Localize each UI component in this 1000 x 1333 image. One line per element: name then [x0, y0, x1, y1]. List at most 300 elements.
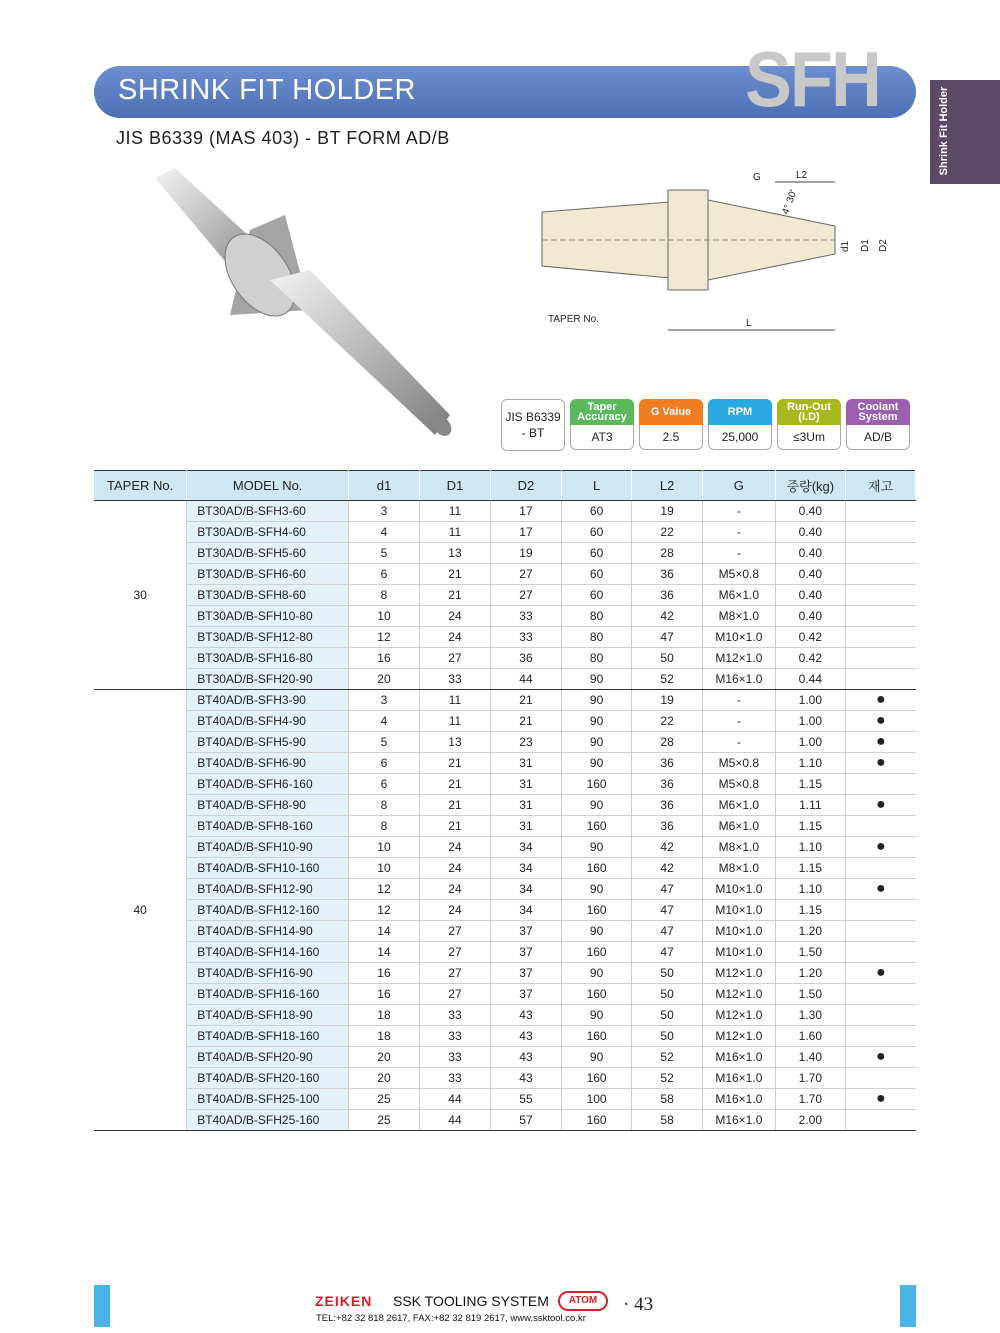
table-cell: 4: [349, 711, 420, 732]
table-cell: 0.44: [775, 669, 845, 690]
table-cell: 0.40: [775, 606, 845, 627]
table-cell: 36: [632, 795, 703, 816]
table-cell: 31: [490, 753, 561, 774]
table-cell: 33: [419, 1026, 490, 1047]
table-cell: 60: [562, 585, 632, 606]
side-tab[interactable]: [930, 80, 1000, 184]
spec-standard: JIS B6339 - BT: [501, 399, 565, 451]
table-cell: 160: [562, 1068, 632, 1089]
model-cell: BT30AD/B-SFH5-60: [187, 543, 349, 564]
table-cell: 1.15: [775, 774, 845, 795]
table-cell: 90: [562, 669, 632, 690]
table-cell: 0.40: [775, 585, 845, 606]
table-cell: 160: [562, 1110, 632, 1131]
table-cell: M12×1.0: [703, 1005, 776, 1026]
table-cell: 21: [419, 753, 490, 774]
table-cell: 11: [419, 501, 490, 522]
table-cell: 90: [562, 1005, 632, 1026]
table-row: [94, 1026, 916, 1047]
stock-cell: [846, 900, 916, 921]
table-cell: 28: [632, 732, 703, 753]
stock-cell: [846, 1110, 916, 1131]
table-cell: M10×1.0: [703, 921, 776, 942]
table-cell: 160: [562, 858, 632, 879]
table-cell: M16×1.0: [703, 1068, 776, 1089]
table-cell: 27: [419, 963, 490, 984]
column-header: L: [562, 471, 632, 501]
taper-cell: 40: [94, 690, 187, 1131]
subtitle: JIS B6339 (MAS 403) - BT FORM AD/B: [116, 128, 450, 148]
page-number: · 43: [623, 1294, 654, 1315]
table-cell: 33: [419, 1068, 490, 1089]
side-tab-label: Shrink Fit Holder: [938, 86, 950, 176]
table-row: [94, 501, 916, 522]
table-cell: 17: [490, 522, 561, 543]
table-cell: M8×1.0: [703, 858, 776, 879]
model-cell: BT40AD/B-SFH16-90: [187, 963, 349, 984]
table-cell: 1.15: [775, 858, 845, 879]
table-cell: 21: [419, 564, 490, 585]
table-cell: 52: [632, 1047, 703, 1068]
table-cell: 3: [349, 501, 420, 522]
table-cell: M6×1.0: [703, 816, 776, 837]
stock-cell: [846, 942, 916, 963]
table-cell: 21: [419, 816, 490, 837]
table-cell: 21: [419, 585, 490, 606]
table-cell: 10: [349, 606, 420, 627]
table-row: [94, 963, 916, 984]
column-header: d1: [349, 471, 420, 501]
table-cell: 37: [490, 963, 561, 984]
table-cell: 90: [562, 711, 632, 732]
spec-value: ≤3Um: [777, 425, 841, 450]
spec-label: G Value: [639, 399, 703, 425]
table-cell: 90: [562, 732, 632, 753]
table-cell: 11: [419, 711, 490, 732]
table-cell: 11: [419, 522, 490, 543]
table-row: [94, 774, 916, 795]
table-cell: 24: [419, 858, 490, 879]
table-cell: 80: [562, 627, 632, 648]
table-cell: 10: [349, 837, 420, 858]
drawing-label-taper: TAPER No.: [548, 314, 599, 325]
table-cell: 160: [562, 774, 632, 795]
table-cell: 55: [490, 1089, 561, 1110]
table-cell: 58: [632, 1089, 703, 1110]
table-row: [94, 837, 916, 858]
table-cell: M6×1.0: [703, 795, 776, 816]
table-cell: M16×1.0: [703, 669, 776, 690]
table-row: [94, 669, 916, 690]
table-cell: M10×1.0: [703, 900, 776, 921]
table-cell: 90: [562, 921, 632, 942]
table-cell: 160: [562, 942, 632, 963]
table-cell: 50: [632, 648, 703, 669]
table-row: [94, 1005, 916, 1026]
table-cell: 60: [562, 564, 632, 585]
table-cell: 24: [419, 900, 490, 921]
table-cell: 21: [490, 711, 561, 732]
table-cell: 90: [562, 690, 632, 711]
table-cell: 36: [632, 774, 703, 795]
table-cell: 20: [349, 1068, 420, 1089]
table-cell: 1.60: [775, 1026, 845, 1047]
table-cell: 12: [349, 900, 420, 921]
stock-cell: [846, 648, 916, 669]
table-cell: M16×1.0: [703, 1089, 776, 1110]
table-cell: 1.50: [775, 942, 845, 963]
table-cell: 21: [490, 690, 561, 711]
model-cell: BT40AD/B-SFH20-160: [187, 1068, 349, 1089]
table-cell: 17: [490, 501, 561, 522]
table-cell: 160: [562, 816, 632, 837]
table-cell: 90: [562, 1047, 632, 1068]
table-cell: 18: [349, 1026, 420, 1047]
table-cell: -: [703, 543, 776, 564]
table-cell: 1.70: [775, 1089, 845, 1110]
model-cell: BT30AD/B-SFH20-90: [187, 669, 349, 690]
table-cell: M5×0.8: [703, 753, 776, 774]
table-row: [94, 1047, 916, 1068]
table-cell: 50: [632, 1005, 703, 1026]
model-cell: BT40AD/B-SFH10-90: [187, 837, 349, 858]
table-cell: 20: [349, 669, 420, 690]
stock-cell: ●: [846, 753, 916, 774]
table-cell: 22: [632, 522, 703, 543]
table-cell: M8×1.0: [703, 837, 776, 858]
table-cell: 5: [349, 543, 420, 564]
model-cell: BT40AD/B-SFH20-90: [187, 1047, 349, 1068]
table-row: [94, 1089, 916, 1110]
model-cell: BT40AD/B-SFH25-100: [187, 1089, 349, 1110]
table-cell: 90: [562, 837, 632, 858]
model-cell: BT40AD/B-SFH8-90: [187, 795, 349, 816]
table-cell: 24: [419, 627, 490, 648]
column-header: 중량(kg): [775, 471, 845, 501]
stock-cell: ●: [846, 1047, 916, 1068]
table-row: [94, 795, 916, 816]
table-cell: 0.40: [775, 501, 845, 522]
table-cell: 21: [419, 795, 490, 816]
table-cell: M10×1.0: [703, 627, 776, 648]
table-cell: 80: [562, 606, 632, 627]
table-cell: 90: [562, 963, 632, 984]
table-cell: 27: [490, 585, 561, 606]
model-cell: BT30AD/B-SFH8-60: [187, 585, 349, 606]
spec-label: Run-Out (I.D): [777, 399, 841, 425]
atom-logo: ATOM: [558, 1291, 608, 1311]
product-table: [94, 470, 916, 1131]
table-cell: 36: [490, 648, 561, 669]
table-cell: 36: [632, 585, 703, 606]
table-cell: 5: [349, 732, 420, 753]
table-cell: M6×1.0: [703, 585, 776, 606]
table-cell: 43: [490, 1068, 561, 1089]
table-cell: M12×1.0: [703, 984, 776, 1005]
stock-cell: [846, 1005, 916, 1026]
contact-info: TEL:+82 32 818 2617, FAX:+82 32 819 2617, www.ssktool.co.kr: [316, 1313, 586, 1324]
model-cell: BT30AD/B-SFH12-80: [187, 627, 349, 648]
spec-box: [846, 399, 910, 451]
table-cell: 19: [632, 501, 703, 522]
table-cell: M12×1.0: [703, 648, 776, 669]
table-cell: 27: [419, 921, 490, 942]
table-cell: 60: [562, 522, 632, 543]
table-cell: 37: [490, 921, 561, 942]
stock-cell: [846, 1068, 916, 1089]
table-row: [94, 522, 916, 543]
table-cell: -: [703, 501, 776, 522]
table-cell: 80: [562, 648, 632, 669]
table-cell: 58: [632, 1110, 703, 1131]
table-cell: -: [703, 732, 776, 753]
series-badge: SFH: [745, 35, 880, 123]
table-cell: 1.15: [775, 816, 845, 837]
table-cell: 19: [632, 690, 703, 711]
table-cell: 14: [349, 921, 420, 942]
model-cell: BT40AD/B-SFH18-90: [187, 1005, 349, 1026]
table-cell: M5×0.8: [703, 564, 776, 585]
spec-box: [777, 399, 841, 451]
table-cell: M16×1.0: [703, 1110, 776, 1131]
model-cell: BT40AD/B-SFH14-90: [187, 921, 349, 942]
stock-cell: ●: [846, 711, 916, 732]
table-row: [94, 984, 916, 1005]
table-cell: M8×1.0: [703, 606, 776, 627]
stock-cell: [846, 564, 916, 585]
drawing-label-l2: L2: [796, 170, 808, 181]
table-cell: 57: [490, 1110, 561, 1131]
model-cell: BT40AD/B-SFH6-160: [187, 774, 349, 795]
table-cell: M5×0.8: [703, 774, 776, 795]
table-cell: 8: [349, 795, 420, 816]
drawing-label-l: L: [746, 318, 752, 329]
table-cell: 43: [490, 1047, 561, 1068]
table-cell: 4: [349, 522, 420, 543]
table-cell: 90: [562, 753, 632, 774]
table-cell: 50: [632, 1026, 703, 1047]
table-cell: -: [703, 711, 776, 732]
stock-cell: ●: [846, 837, 916, 858]
table-cell: 0.40: [775, 564, 845, 585]
table-cell: 47: [632, 627, 703, 648]
table-cell: M10×1.0: [703, 879, 776, 900]
page-title: SHRINK FIT HOLDER: [118, 74, 417, 106]
table-cell: 27: [490, 564, 561, 585]
table-row: [94, 879, 916, 900]
table-row: [94, 606, 916, 627]
table-cell: 60: [562, 543, 632, 564]
table-cell: 24: [419, 879, 490, 900]
drawing-label-g: G: [753, 172, 761, 183]
table-cell: 160: [562, 984, 632, 1005]
table-cell: 1.00: [775, 732, 845, 753]
table-cell: M16×1.0: [703, 1047, 776, 1068]
table-cell: 24: [419, 606, 490, 627]
table-cell: 2.00: [775, 1110, 845, 1131]
table-cell: 1.00: [775, 711, 845, 732]
table-cell: 60: [562, 501, 632, 522]
stock-cell: [846, 543, 916, 564]
stock-cell: [846, 774, 916, 795]
table-cell: 36: [632, 816, 703, 837]
table-cell: 8: [349, 585, 420, 606]
stock-cell: ●: [846, 1089, 916, 1110]
table-cell: 24: [419, 837, 490, 858]
table-cell: 33: [419, 669, 490, 690]
company-name: SSK TOOLING SYSTEM: [393, 1293, 549, 1309]
table-row: [94, 753, 916, 774]
drawing-label-d1: d1: [840, 240, 851, 252]
stock-cell: [846, 984, 916, 1005]
table-row: [94, 690, 916, 711]
stock-cell: ●: [846, 690, 916, 711]
model-cell: BT40AD/B-SFH16-160: [187, 984, 349, 1005]
stock-cell: [846, 522, 916, 543]
table-cell: 1.10: [775, 879, 845, 900]
table-cell: 19: [490, 543, 561, 564]
stock-cell: [846, 606, 916, 627]
model-cell: BT40AD/B-SFH14-160: [187, 942, 349, 963]
table-row: [94, 1068, 916, 1089]
model-cell: BT30AD/B-SFH4-60: [187, 522, 349, 543]
table-cell: 6: [349, 753, 420, 774]
stock-cell: [846, 501, 916, 522]
spec-label: Coolant System: [846, 399, 910, 425]
table-cell: 100: [562, 1089, 632, 1110]
table-cell: M12×1.0: [703, 1026, 776, 1047]
table-cell: 37: [490, 984, 561, 1005]
footer-accent-right: [900, 1285, 916, 1327]
table-cell: M10×1.0: [703, 942, 776, 963]
stock-cell: ●: [846, 879, 916, 900]
table-row: [94, 921, 916, 942]
table-cell: 1.50: [775, 984, 845, 1005]
spec-box: [708, 399, 772, 451]
table-row: [94, 585, 916, 606]
technical-drawing: [530, 160, 910, 340]
model-cell: BT40AD/B-SFH10-160: [187, 858, 349, 879]
table-row: [94, 648, 916, 669]
footer-accent-left: [94, 1285, 110, 1327]
table-cell: 47: [632, 921, 703, 942]
table-cell: 16: [349, 648, 420, 669]
stock-cell: ●: [846, 795, 916, 816]
table-cell: 16: [349, 984, 420, 1005]
table-cell: 44: [490, 669, 561, 690]
stock-cell: [846, 858, 916, 879]
spec-label: Taper Accuracy: [570, 399, 634, 425]
table-cell: 27: [419, 984, 490, 1005]
table-cell: 36: [632, 753, 703, 774]
stock-cell: [846, 585, 916, 606]
table-cell: 20: [349, 1047, 420, 1068]
column-header: L2: [632, 471, 703, 501]
drawing-label-angle: 4° 30': [780, 188, 800, 217]
brand-logo: ZEIKEN: [315, 1293, 373, 1309]
table-cell: 0.42: [775, 627, 845, 648]
table-cell: 31: [490, 774, 561, 795]
column-header: TAPER No.: [94, 471, 187, 501]
table-cell: 8: [349, 816, 420, 837]
table-cell: 1.30: [775, 1005, 845, 1026]
column-header: MODEL No.: [187, 471, 349, 501]
table-cell: 1.11: [775, 795, 845, 816]
table-cell: 1.70: [775, 1068, 845, 1089]
model-cell: BT40AD/B-SFH3-90: [187, 690, 349, 711]
stock-cell: [846, 921, 916, 942]
drawing-label-D2: D2: [878, 239, 889, 252]
product-photo: [135, 160, 465, 450]
table-cell: 22: [632, 711, 703, 732]
table-cell: 13: [419, 543, 490, 564]
column-header: G: [703, 471, 776, 501]
spec-value: AD/B: [846, 425, 910, 450]
table-cell: 34: [490, 837, 561, 858]
spec-value: 2.5: [639, 425, 703, 450]
table-cell: 34: [490, 879, 561, 900]
model-cell: BT40AD/B-SFH5-90: [187, 732, 349, 753]
drawing-label-D1: D1: [860, 239, 871, 252]
table-cell: 31: [490, 816, 561, 837]
table-cell: 18: [349, 1005, 420, 1026]
table-cell: 1.40: [775, 1047, 845, 1068]
table-row: [94, 627, 916, 648]
table-cell: 16: [349, 963, 420, 984]
table-cell: 42: [632, 606, 703, 627]
table-cell: 11: [419, 690, 490, 711]
table-cell: 160: [562, 1026, 632, 1047]
column-header: D2: [490, 471, 561, 501]
table-cell: 25: [349, 1110, 420, 1131]
stock-cell: [846, 669, 916, 690]
taper-cell: 30: [94, 501, 187, 690]
stock-cell: ●: [846, 732, 916, 753]
column-header: D1: [419, 471, 490, 501]
spec-box: [570, 399, 634, 451]
table-cell: 160: [562, 900, 632, 921]
model-cell: BT40AD/B-SFH4-90: [187, 711, 349, 732]
stock-cell: ●: [846, 963, 916, 984]
model-cell: BT40AD/B-SFH12-160: [187, 900, 349, 921]
model-cell: BT40AD/B-SFH25-160: [187, 1110, 349, 1131]
table-cell: 23: [490, 732, 561, 753]
table-cell: 42: [632, 837, 703, 858]
table-cell: 12: [349, 879, 420, 900]
table-cell: 14: [349, 942, 420, 963]
table-cell: 1.20: [775, 921, 845, 942]
table-cell: 1.10: [775, 753, 845, 774]
spec-label: RPM: [708, 399, 772, 425]
table-cell: 1.15: [775, 900, 845, 921]
table-cell: 27: [419, 648, 490, 669]
spec-value: AT3: [570, 425, 634, 450]
table-cell: 31: [490, 795, 561, 816]
model-cell: BT40AD/B-SFH12-90: [187, 879, 349, 900]
table-cell: 90: [562, 795, 632, 816]
table-row: [94, 1110, 916, 1131]
table-cell: 43: [490, 1026, 561, 1047]
table-row: [94, 711, 916, 732]
table-row: [94, 732, 916, 753]
table-cell: 1.00: [775, 690, 845, 711]
table-cell: 6: [349, 774, 420, 795]
table-cell: 44: [419, 1110, 490, 1131]
table-cell: 33: [419, 1047, 490, 1068]
table-cell: 28: [632, 543, 703, 564]
table-row: [94, 816, 916, 837]
table-cell: 25: [349, 1089, 420, 1110]
